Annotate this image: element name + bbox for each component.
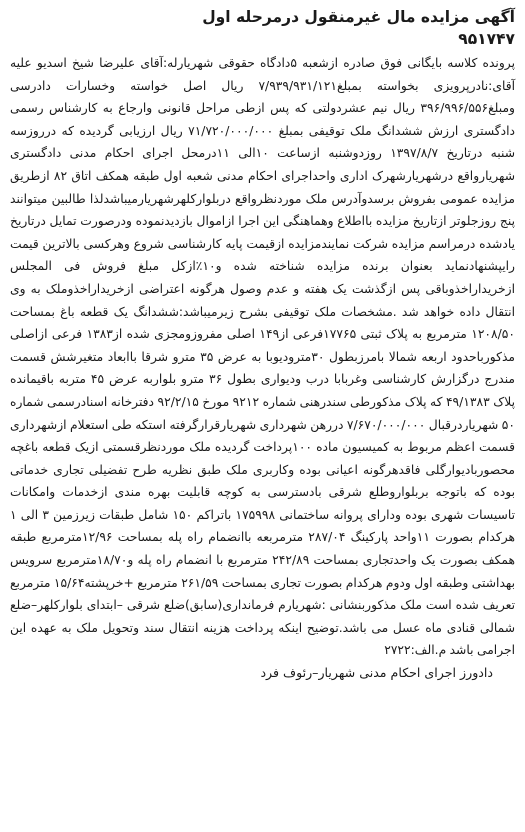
notice-body: پرونده کلاسه بایگانی فوق صادره ازشعبه ۵دادگاه حقوقی شهریارله:آقای علیرضا شیخ اسدیو علیه آقای:نادرپرویزی بخواسته بمبلغ۷/۹۳۹/۹۳۱/۱۲۱ ریال اصل خواسته وخسارات دادرسی ومبلغ۳۹۶/۹۹۶/۵۵۶ ریال نیم عشردولتی که پس ازطی مراحل قانونی وارجاع به کارشناس رسمی دادگستری ارزش ششدانگ ملک توقیفی بمبلغ ۷۱/۷۲۰/۰۰۰/۰۰۰ ریال ارزیابی گردیده که درروزسه شنبه درتاریخ ۱۳۹۷/۸/۷ روزدوشنبه ازساعت ۱۰الی ۱۱درمحل اجرای احکام مدنی دادگستری شهریارواقع درشهریارشهرک اداری واحداجرای احکام مدنی شعبه اول طبقه همکف اتاق ۸۲ ازطریق مزایده عمومی بفروش برسدوآدرس ملک موردنظرواقع دربلوارکلهرشهریارمیباشدلذا طالبین میتوانند پنج روزجلوتر ازتاریخ مزایده بااطلاع وهماهنگی این اجرا ازاموال بازدیدنموده ودرصورت تمایل درتاریخ یادشده درمراسم مزایده شرکت نمایندمزایده ازقیمت پایه کارشناسی شروع وهرکسی بالاترین قیمت رایپشنهادنماید بعنوان برنده مزایده شناخته شده و۱۰٪ازکل مبلغ فروش فی المجلس ازخریداراخذوباقی پس ازگذشت یک هفته و عدم وصول هرگونه اعتراضی ازخریداراخذوملک به وی انتقال داده خواهد شد .مشخصات ملک توقیفی بشرح زیرمیباشد:ششدانگ یک قطعه باغ بمساحت ۱۲۰۸/۵۰ مترمربع به پلاک ثبتی ۱۷۷۶۵فرعی از۱۴۹ اصلی مفروزومجزی شده از۱۳۸۳ فرعی ازاصلی مذکورباحدود اربعه شمالا بامرزبطول ۳۰مترودیوبا به عرض ۳۵ مترو شرقا باابعاد متغیرشش قسمت مندرج درگزارش کارشناسی وغربابا درب ودیواری بطول ۳۶ مترو بلواربه عرض ۴۵ متربه باقیمانده پلاک ۴۹/۱۳۸۳ که پلاک مذکورطی سندرهنی شماره ۹۲۱۲ مورخ ۹۲/۲/۱۵ دفترخانه اسنادرسمی شماره ۵۰ شهریاردرقبال ۷/۶۷۰/۰۰۰/۰۰۰ دررهن شهرداری شهریارقرارگرفته استکه طی استعلام ازشهرداری قسمت اعظم مربوط به کمیسیون ماده ۱۰۰پرداخت گردیده ملک موردنظرقسمتی ازیک قطعه باغچه محصوربادیوارگلی فاقدهرگونه اعیانی بوده وکاربری ملک طبق نظریه طرح تفضیلی تجاری خدماتی بوده که باتوجه بربلواروطلع شرقی بادسترسی به کوچه قابلیت بهره مندی ازخدمات وامکانات تاسیسات شهری بوده ودارای پروانه ساختمانی ۱۷۵۹۹۸ باتراکم ۱۵۰ شامل طبقات زیرزمین ۳ الی ۱ هرکدام بصورت ۱۱واحد پارکینگ ۲۸۷/۰۴ مترمربعه باانضمام راه پله بمساحت ۱۲/۹۶مترمربع طبقه همکف بصورت یک واحدتجاری بمساحت ۲۴۲/۸۹ مترمربع با انضمام راه پله و۱۸/۷۰مترمربع سرویس بهداشتی وطبقه اول ودوم هرکدام بصورت تجاری بمساحت ۲۶۱/۵۹ مترمربع +خرپشته۱۵/۶۴ مترمربع تعریف شده است ملک مذکوربنشانی :شهریارم فرمانداری(سابق)ضلع شرقی –ابتدای بلوارکلهر–ضلع شمالی قنادی ماه عسل می باشد.توضیح اینکه پرداخت هزینه انتقال سند وتحویل ملک به عهده این اجرامی باشد م.الف:۲۷۲۲ xyxy=(10,56,516,658)
notice-title: آگهی مزایده مال غیرمنقول درمرحله اول xyxy=(202,8,515,26)
notice-reference-number: ۹۵۱۷۴۷ xyxy=(458,30,515,48)
notice-signature: دادورز اجرای احکام مدنی شهریار–رئوف فرد xyxy=(260,665,493,681)
